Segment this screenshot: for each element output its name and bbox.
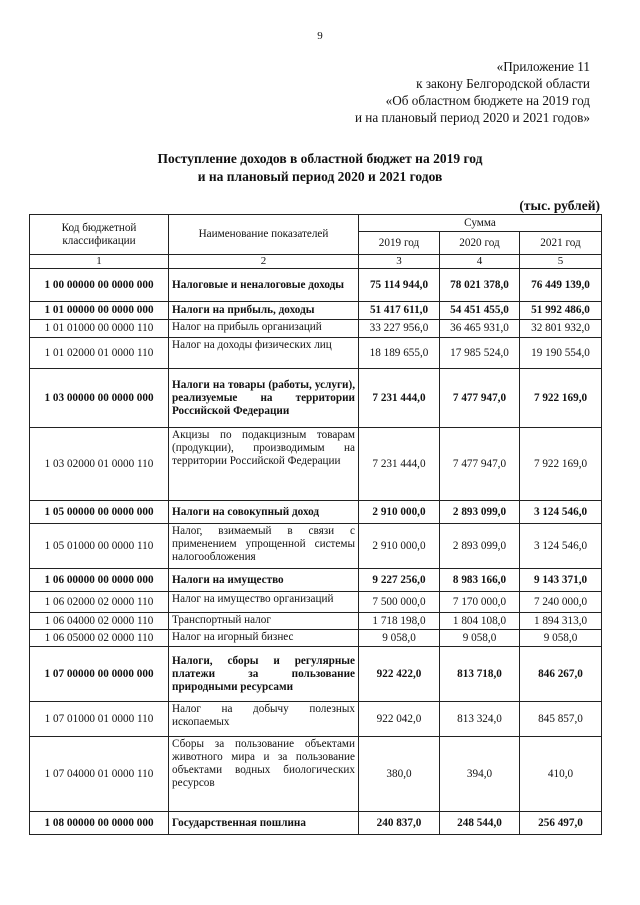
row-name: Акцизы по подакцизным товарам (продукции), производимым на территории Российской Федерации — [169, 428, 359, 501]
row-code: 1 07 00000 00 0000 000 — [30, 647, 169, 702]
value-2019: 1 718 198,0 — [359, 613, 440, 630]
value-2020: 36 465 931,0 — [440, 320, 520, 338]
value-2021: 9 143 371,0 — [520, 569, 602, 592]
value-2020: 7 477 947,0 — [440, 428, 520, 501]
value-2019: 7 231 444,0 — [359, 428, 440, 501]
value-2020: 1 804 108,0 — [440, 613, 520, 630]
column-number: 5 — [520, 255, 602, 269]
row-code: 1 06 04000 02 0000 110 — [30, 613, 169, 630]
table-row — [30, 702, 602, 737]
value-2020: 248 544,0 — [440, 812, 520, 835]
row-name: Государственная пошлина — [169, 812, 359, 835]
column-number-row — [30, 255, 602, 269]
appendix-line: к закону Белгородской области — [416, 76, 590, 91]
value-2019: 380,0 — [359, 737, 440, 812]
table-row — [30, 428, 602, 501]
row-code: 1 08 00000 00 0000 000 — [30, 812, 169, 835]
value-2019: 9 058,0 — [359, 630, 440, 647]
value-2019: 922 422,0 — [359, 647, 440, 702]
header-year-2020: 2020 год — [440, 232, 520, 255]
table-row — [30, 269, 602, 302]
header-code: Код бюджетной классификации — [30, 215, 169, 255]
row-name: Налоги, сборы и регулярные платежи за пользование природными ресурсами — [169, 647, 359, 702]
row-code: 1 06 05000 02 0000 110 — [30, 630, 169, 647]
units-label: (тыс. рублей) — [519, 198, 600, 213]
column-number: 3 — [359, 255, 440, 269]
value-2020: 2 893 099,0 — [440, 524, 520, 569]
table-row — [30, 569, 602, 592]
row-name: Налог на добычу полезных ископаемых — [169, 702, 359, 737]
value-2021: 410,0 — [520, 737, 602, 812]
value-2020: 394,0 — [440, 737, 520, 812]
row-name: Сборы за пользование объектами животного мира и за пользование объектами водных биологических ресурсов — [169, 737, 359, 812]
value-2019: 2 910 000,0 — [359, 524, 440, 569]
row-name: Налоговые и неналоговые доходы — [169, 269, 359, 302]
value-2021: 3 124 546,0 — [520, 501, 602, 524]
row-name: Налоги на имущество — [169, 569, 359, 592]
table-row — [30, 369, 602, 428]
appendix-line: и на плановый период 2020 и 2021 годов» — [354, 110, 590, 125]
row-code: 1 01 02000 01 0000 110 — [30, 338, 169, 369]
value-2021: 51 992 486,0 — [520, 302, 602, 320]
value-2021: 9 058,0 — [520, 630, 602, 647]
column-number: 1 — [30, 255, 169, 269]
value-2021: 846 267,0 — [520, 647, 602, 702]
value-2020: 54 451 455,0 — [440, 302, 520, 320]
column-number: 4 — [440, 255, 520, 269]
document-title — [0, 150, 640, 186]
header-sum: Сумма — [359, 215, 602, 232]
row-code: 1 07 04000 01 0000 110 — [30, 737, 169, 812]
table-row — [30, 613, 602, 630]
table-row — [30, 812, 602, 835]
revenue-table — [29, 214, 602, 835]
appendix-line: «Об областном бюджете на 2019 год — [385, 93, 590, 108]
value-2020: 2 893 099,0 — [440, 501, 520, 524]
value-2019: 7 500 000,0 — [359, 592, 440, 613]
appendix-header — [355, 58, 590, 126]
row-name: Налог на игорный бизнес — [169, 630, 359, 647]
value-2020: 8 983 166,0 — [440, 569, 520, 592]
row-name: Транспортный налог — [169, 613, 359, 630]
row-name: Налог на прибыль организаций — [169, 320, 359, 338]
value-2019: 240 837,0 — [359, 812, 440, 835]
row-code: 1 07 01000 01 0000 110 — [30, 702, 169, 737]
header-name: Наименование показателей — [169, 215, 359, 255]
value-2019: 75 114 944,0 — [359, 269, 440, 302]
table-row — [30, 320, 602, 338]
value-2021: 32 801 932,0 — [520, 320, 602, 338]
value-2021: 7 240 000,0 — [520, 592, 602, 613]
header-year-2021: 2021 год — [520, 232, 602, 255]
row-name: Налоги на прибыль, доходы — [169, 302, 359, 320]
row-code: 1 00 00000 00 0000 000 — [30, 269, 169, 302]
value-2021: 76 449 139,0 — [520, 269, 602, 302]
row-code: 1 06 02000 02 0000 110 — [30, 592, 169, 613]
row-code: 1 06 00000 00 0000 000 — [30, 569, 169, 592]
value-2019: 33 227 956,0 — [359, 320, 440, 338]
table-row — [30, 524, 602, 569]
title-line: и на плановый период 2020 и 2021 годов — [197, 169, 443, 184]
value-2020: 813 324,0 — [440, 702, 520, 737]
table-row — [30, 737, 602, 812]
table-row — [30, 647, 602, 702]
row-code: 1 05 01000 00 0000 110 — [30, 524, 169, 569]
table-header — [30, 215, 602, 269]
value-2019: 18 189 655,0 — [359, 338, 440, 369]
row-name: Налоги на товары (работы, услуги), реализуемые на территории Российской Федерации — [169, 369, 359, 428]
row-name: Налоги на совокупный доход — [169, 501, 359, 524]
value-2021: 7 922 169,0 — [520, 369, 602, 428]
table-body — [30, 269, 602, 835]
page-number: 9 — [317, 30, 323, 42]
value-2021: 1 894 313,0 — [520, 613, 602, 630]
appendix-line: «Приложение 11 — [496, 59, 590, 74]
row-name: Налог, взимаемый в связи с применением упрощенной системы налогообложения — [169, 524, 359, 569]
row-code: 1 03 00000 00 0000 000 — [30, 369, 169, 428]
value-2021: 3 124 546,0 — [520, 524, 602, 569]
value-2021: 845 857,0 — [520, 702, 602, 737]
table-row — [30, 302, 602, 320]
value-2021: 19 190 554,0 — [520, 338, 602, 369]
value-2020: 9 058,0 — [440, 630, 520, 647]
row-name: Налог на имущество организаций — [169, 592, 359, 613]
column-number: 2 — [169, 255, 359, 269]
table-row — [30, 592, 602, 613]
table-row — [30, 501, 602, 524]
row-name: Налог на доходы физических лиц — [169, 338, 359, 369]
title-line: Поступление доходов в областной бюджет на 2019 год — [157, 151, 483, 166]
header-year-2019: 2019 год — [359, 232, 440, 255]
value-2021: 7 922 169,0 — [520, 428, 602, 501]
value-2020: 78 021 378,0 — [440, 269, 520, 302]
value-2019: 922 042,0 — [359, 702, 440, 737]
value-2020: 7 170 000,0 — [440, 592, 520, 613]
value-2020: 813 718,0 — [440, 647, 520, 702]
table-row — [30, 338, 602, 369]
row-code: 1 03 02000 01 0000 110 — [30, 428, 169, 501]
table-row — [30, 630, 602, 647]
value-2020: 17 985 524,0 — [440, 338, 520, 369]
value-2019: 2 910 000,0 — [359, 501, 440, 524]
value-2019: 51 417 611,0 — [359, 302, 440, 320]
row-code: 1 01 01000 00 0000 110 — [30, 320, 169, 338]
row-code: 1 01 00000 00 0000 000 — [30, 302, 169, 320]
value-2019: 7 231 444,0 — [359, 369, 440, 428]
row-code: 1 05 00000 00 0000 000 — [30, 501, 169, 524]
value-2020: 7 477 947,0 — [440, 369, 520, 428]
value-2019: 9 227 256,0 — [359, 569, 440, 592]
value-2021: 256 497,0 — [520, 812, 602, 835]
